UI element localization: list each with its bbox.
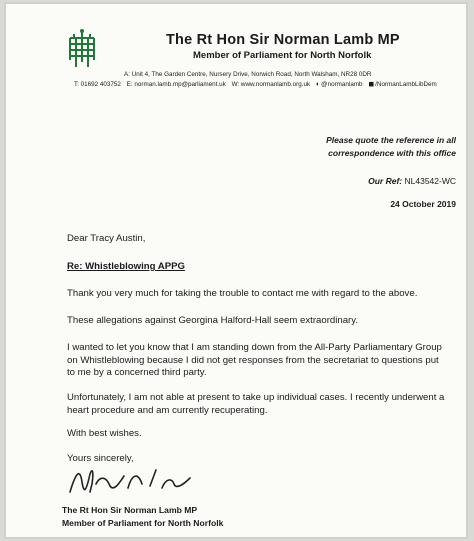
website-link[interactable]: W: www.normanlamb.org.uk <box>231 81 311 88</box>
our-ref-label: Our Ref: <box>368 176 403 186</box>
portcullis-icon <box>64 28 100 70</box>
subject-line: Re: Whistleblowing APPG <box>67 261 185 272</box>
signer-name: The Rt Hon Sir Norman Lamb MP <box>62 505 198 515</box>
letterhead-address: A: Unit 4, The Garden Centre, Nursery Drive, Norwich Road, North Walsham, NR28 0DR <box>124 71 372 78</box>
paragraph-1: Thank you very much for taking the trouble to contact me with regard to the above. <box>67 288 418 299</box>
signature-image <box>66 462 216 498</box>
our-ref-value: NL43542-WC <box>404 176 456 186</box>
paragraph-3: I wanted to let you know that I am standing down from the All-Party Parliamentary Group on Whistleblowing because I did not get responses from the secretariat to questions put to me by a concerned third party. <box>67 342 442 378</box>
paragraph-5: With best wishes. <box>67 428 142 439</box>
letter-page <box>6 4 466 537</box>
facebook-icon: ◼ <box>368 81 375 88</box>
salutation: Dear Tracy Austin, <box>67 233 146 244</box>
paragraph-2: These allegations against Georgina Halford-Hall seem extraordinary. <box>67 315 358 326</box>
email-link[interactable]: E: norman.lamb.mp@parliament.uk <box>126 81 226 88</box>
twitter-handle[interactable]: @normanlamb <box>321 81 363 88</box>
telephone-text: T: 01692 403752 <box>74 81 121 88</box>
letterhead-subtitle: Member of Parliament for North Norfolk <box>193 50 372 61</box>
letter-date: 24 October 2019 <box>390 199 456 209</box>
signer-title: Member of Parliament for North Norfolk <box>62 518 224 528</box>
letterhead-contact-line <box>74 80 441 88</box>
our-ref <box>322 176 456 186</box>
reference-note: Please quote the reference in all correspondence with this office <box>326 135 456 158</box>
closing: Yours sincerely, <box>67 453 134 464</box>
letterhead-name: The Rt Hon Sir Norman Lamb MP <box>166 32 400 48</box>
twitter-icon: ◐ <box>315 81 321 88</box>
facebook-handle[interactable]: /NormanLambLibDem <box>375 81 437 88</box>
paragraph-4: Unfortunately, I am not able at present to take up individual cases. I recently underwent a heart procedure and am currently recuperating. <box>67 392 445 416</box>
